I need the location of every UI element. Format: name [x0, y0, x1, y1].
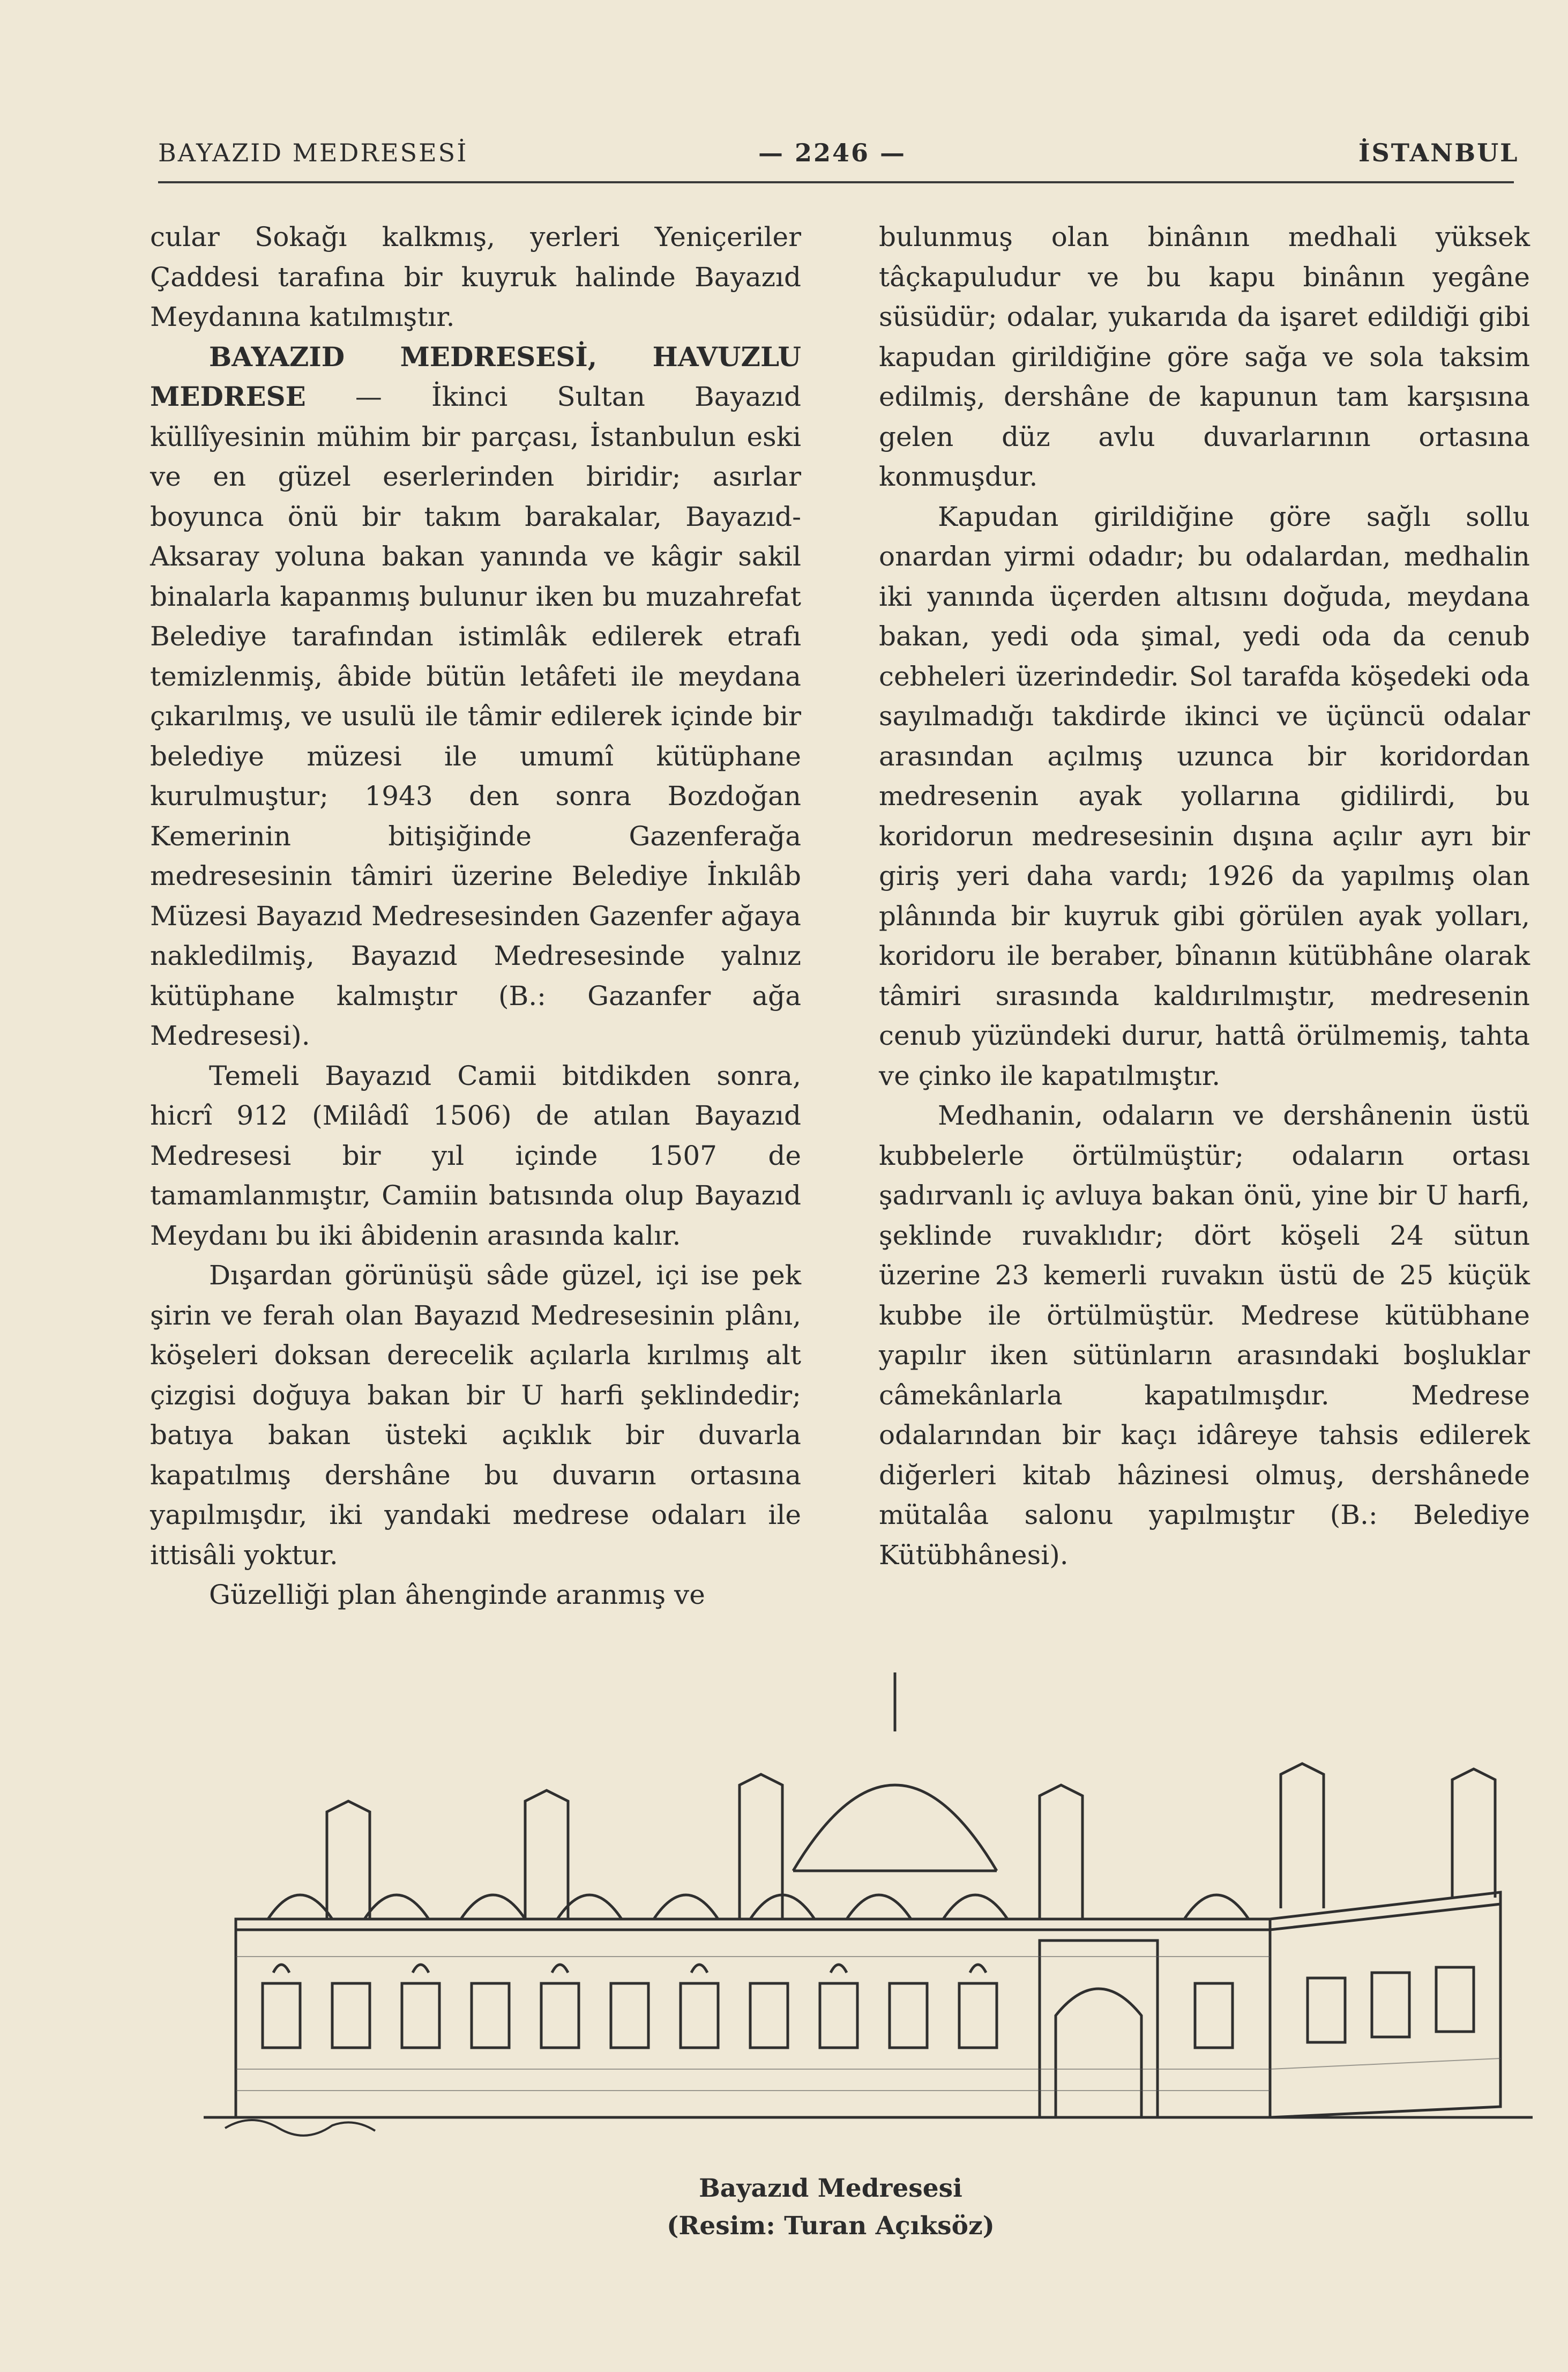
paragraph: Temeli Bayazıd Camii bitdikden sonra, hicrî 912 (Milâdî 1506) de atılan Bayazıd Medresesi bir yıl içinde 1507 de tamamlanmıştır, Camiin batısında olup Bayazıd Meydanı bu iki âbidenin arasında kalır. [150, 1060, 801, 1251]
entry-paragraph [150, 337, 801, 1056]
artist-signature [225, 2120, 375, 2136]
entry-heading: BAYAZID MEDRESESİ, HAVUZLU MEDRESE [150, 340, 801, 412]
entry-text: — İkinci Sultan Bayazıd küllîyesinin mühim bir parçası, İstanbulun eski ve en güzel eserlerinden biridir; asırlar boyunca önü bir takım barakalar, Bayazıd-Aksaray yoluna bakan yanında ve kâgir sakil binalarla kapanmış bulunur iken bu muzahrefat Belediye tarafından istimlâk edilerek etrafı temizlenmiş, âbide bütün letâfeti ile meydana çıkarılmış, ve usulü ile tâmir edilerek içinde bir belediye müzesi ile umumî kütüphane kurulmuştur; 1943 den sonra Bozdoğan Kemerinin bitişiğinde Gazenferağa medresesinin tâmiri üzerine Belediye İnkılâb Müzesi Bayazıd Medresesinden Gazenfer ağaya nakledilmiş, Bayazıd Medresesinde yalnız kütüphane kalmıştır (B.: Gazanfer ağa Medresesi). [150, 381, 801, 1051]
paragraph: bulunmuş olan binânın medhali yüksek tâçkapuludur ve bu kapu binânın yegâne süsüdür; odalar, yukarıda da işaret edildiği gibi kapudan girildiğine göre sağa ve sola taksim edilmiş, dershâne de kapunun tam karşısına gelen düz avlu duvarlarının ortasına konmuşdur. [879, 221, 1530, 492]
running-header-title: BAYAZID MEDRESESİ [158, 138, 468, 167]
figure-caption-title: Bayazıd Medresesi [699, 2174, 962, 2203]
running-header-section: İSTANBUL [1358, 138, 1519, 167]
paragraph: Güzelliği plan âhenginde aranmış ve [209, 1579, 705, 1610]
medrese-illustration [204, 1640, 1543, 2155]
figure-caption-credit: (Resim: Turan Açıksöz) [667, 2211, 995, 2241]
header-rule [158, 181, 1514, 183]
left-column [150, 217, 801, 1615]
paragraph: Medhanin, odaların ve dershânenin üstü kubbelerle örtülmüştür; odaların ortası şadırvanlı iç avluya bakan önü, yine bir U harfi, şeklinde ruvaklıdır; dört köşeli 24 sütun üzerine 23 kemerli ruvakın üstü de 25 küçük kubbe ile örtülmüştür. Medrese kütübhane yapılır iken sütünların arasındaki boşluklar câmekânlarla kapatılmışdır. Medrese odalarından bir kaçı idâreye tahsis edilerek diğerleri kitab hâzinesi olmuş, dershânede mütalâa salonu yapılmıştır (B.: Belediye Kütübhânesi). [879, 1100, 1530, 1571]
page-number: — 2246 — [758, 138, 907, 167]
paragraph: Kapudan girildiğine göre sağlı sollu onardan yirmi odadır; bu odalardan, medhalin iki yanında üçerden altısını doğuda, meydana bakan, yedi oda şimal, yedi oda da cenub cebheleri üzerindedir. Sol tarafda köşedeki oda sayılmadığı takdirde ikinci ve üçüncü odalar arasından açılmış uzunca bir koridordan medresenin ayak yollarına gidilirdi, bu koridorun medresesinin dışına açılır ayrı bir giriş yeri daha vardı; 1926 da yapılmış olan plânında bir kuyruk gibi görülen ayak yolları, koridoru ile beraber, bînanın kütübhâne olarak tâmiri sırasında kaldırılmıştır, medresenin cenub yüzündeki durur, hattâ örülmemiş, tahta ve çinko ile kapatılmıştır. [879, 501, 1530, 1091]
paragraph: Dışardan görünüşü sâde güzel, içi ise pek şirin ve ferah olan Bayazıd Medresesinin plânı, köşeleri doksan derecelik açılarla kırılmış alt çizgisi doğuya bakan bir U harfi şeklindedir; batıya bakan üsteki açıklık bir duvarla kapatılmış dershâne bu duvarın ortasına yapılmışdır, iki yandaki medrese odaları ile ittisâli yoktur. [150, 1260, 801, 1571]
paragraph: cular Sokağı kalkmış, yerleri Yeniçeriler Çaddesi tarafına bir kuyruk halinde Bayazıd Meydanına katılmıştır. [150, 221, 801, 332]
right-column [879, 217, 1530, 1575]
